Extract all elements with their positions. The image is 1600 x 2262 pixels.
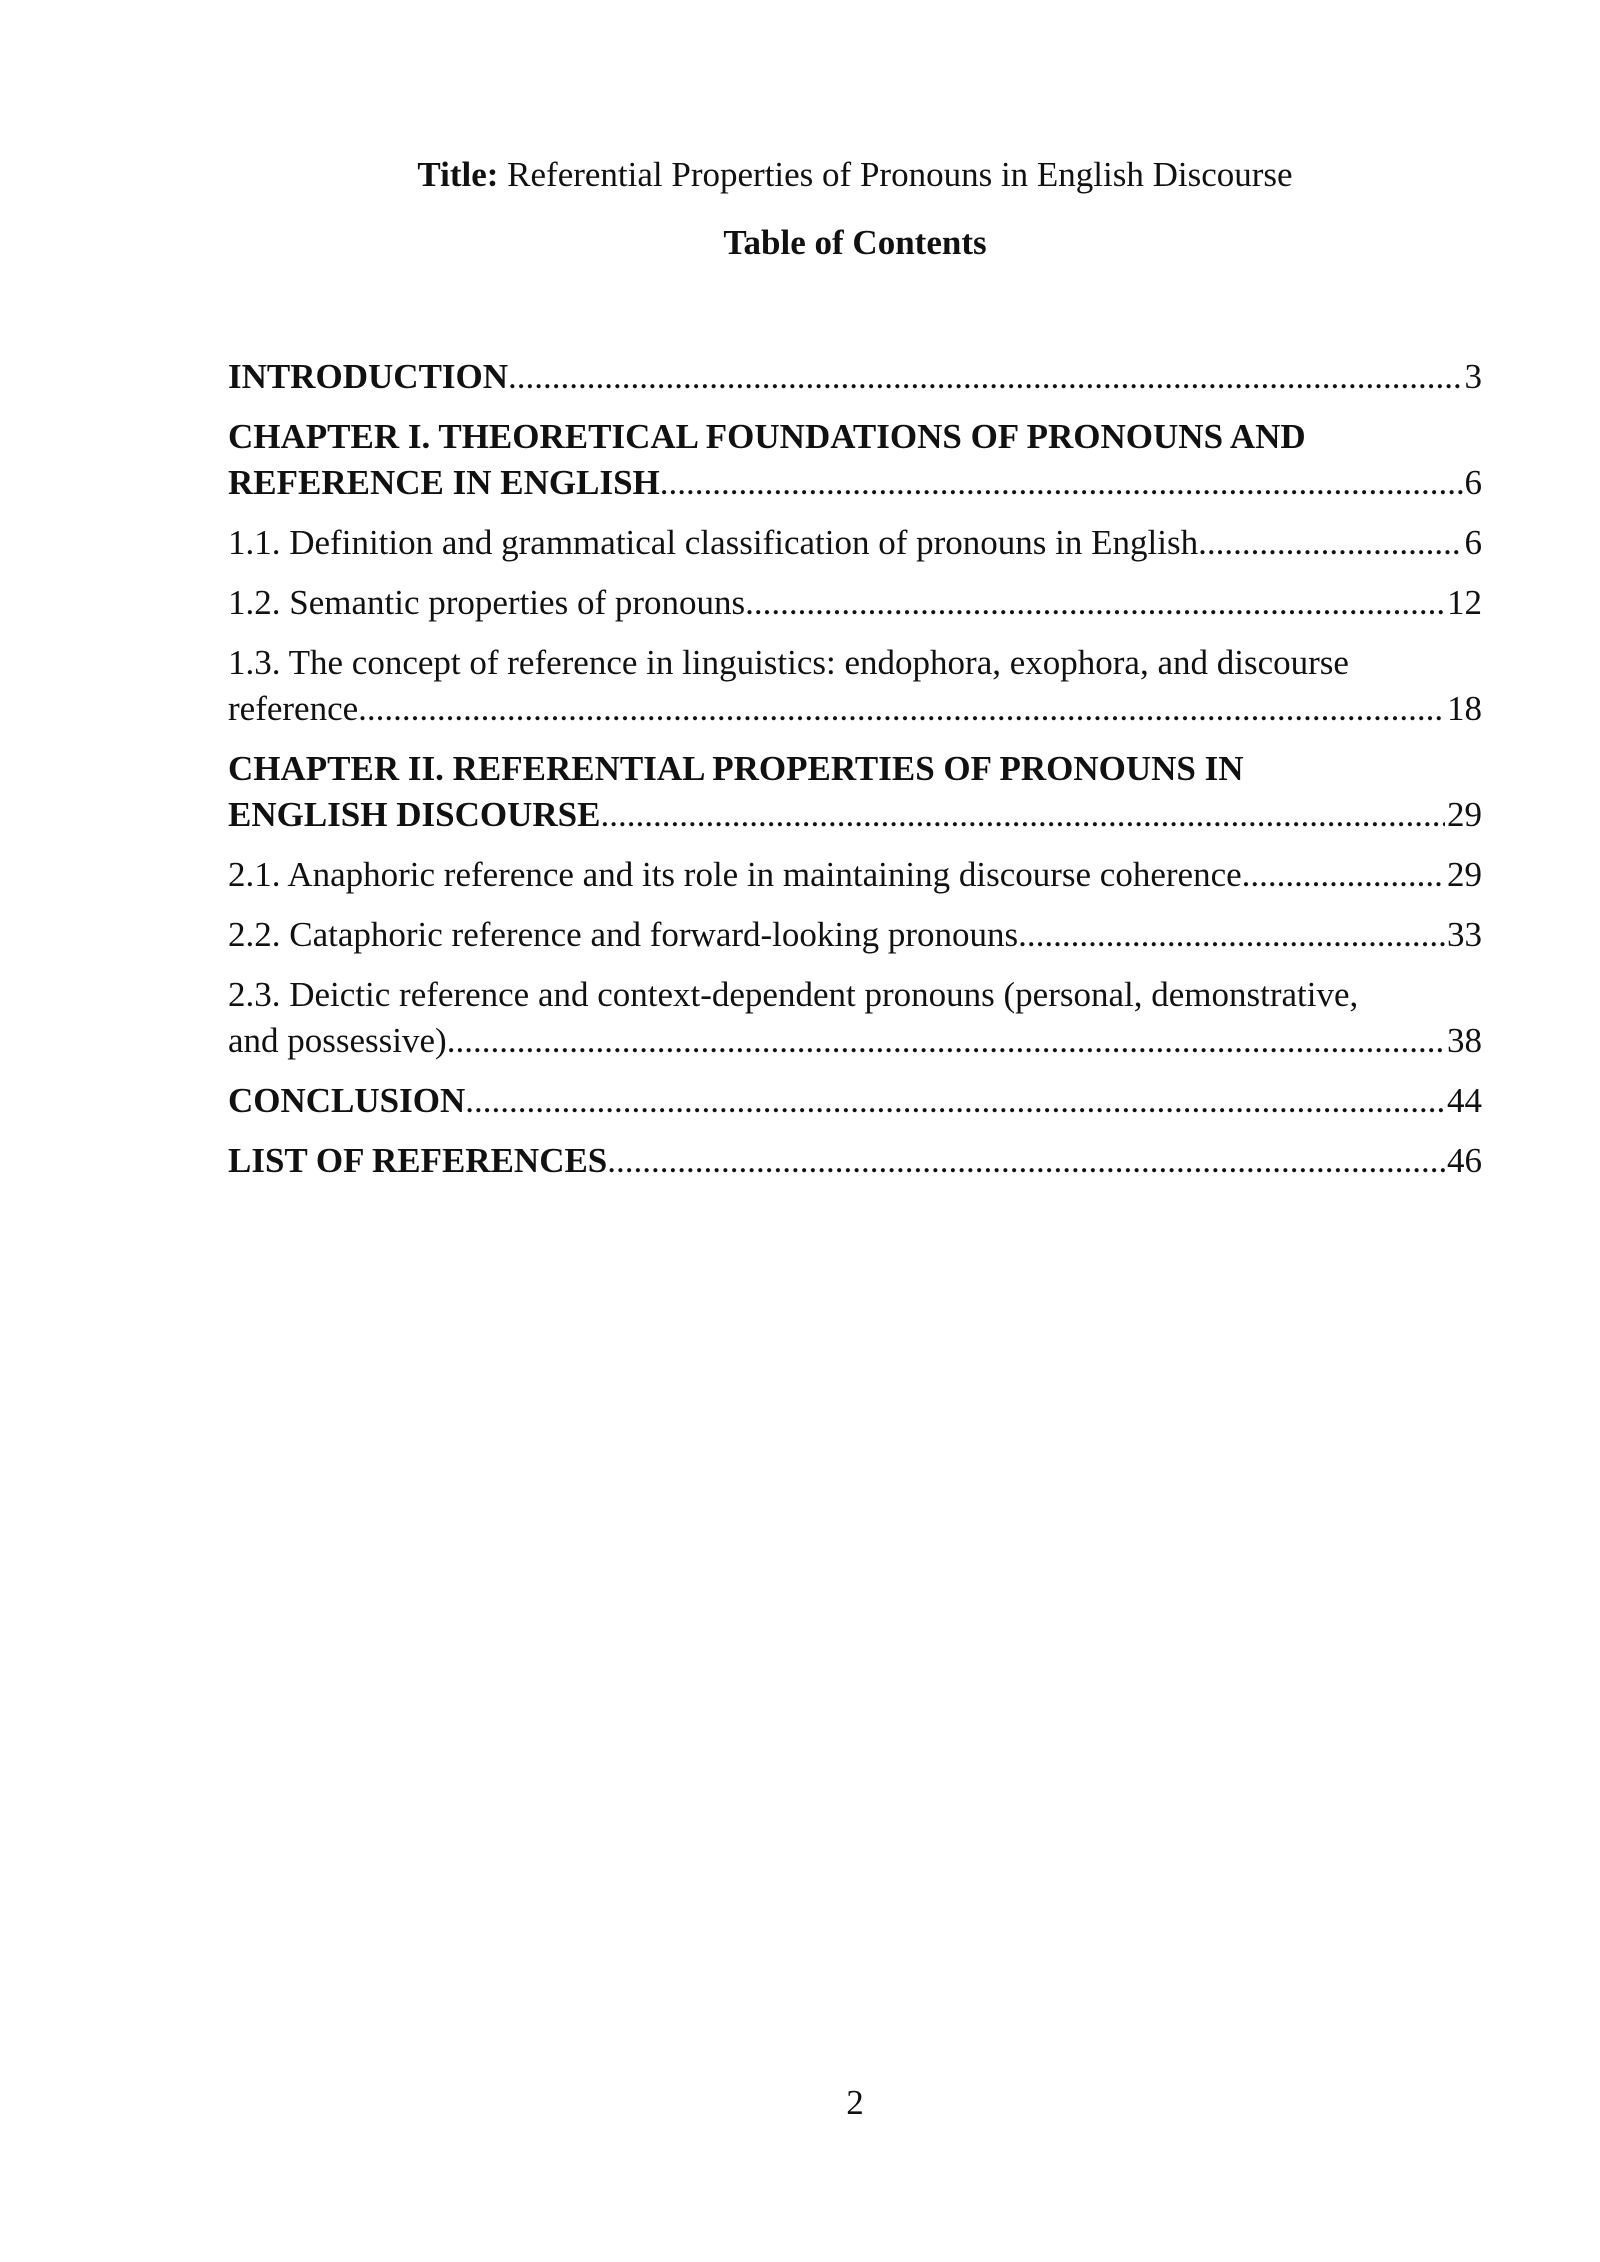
toc-entry[interactable] (228, 912, 1482, 958)
toc-entry-last-line (228, 1078, 1482, 1124)
toc-page-number: 46 (1447, 1141, 1482, 1180)
toc-entry-title: LIST OF REFERENCES (228, 1141, 608, 1180)
toc-entry-last-line (228, 792, 1482, 838)
toc-entry[interactable] (228, 972, 1482, 1064)
toc-entry-title: 2.3. Deictic reference and context-dependent pronouns (personal, demonstrative, (228, 975, 1359, 1014)
toc-entry-line (228, 640, 1482, 686)
toc-entry-last-line (228, 852, 1482, 898)
dot-leader (600, 792, 1445, 838)
toc-entry[interactable] (228, 580, 1482, 626)
toc-page-number: 29 (1447, 795, 1482, 834)
toc-entry[interactable] (228, 746, 1482, 838)
toc-page-number: 6 (1464, 523, 1482, 562)
toc-page-number: 38 (1447, 1021, 1482, 1060)
toc-entry-title: 1.3. The concept of reference in linguistics: endophora, exophora, and discourse (228, 643, 1349, 682)
dot-leader (1018, 912, 1445, 958)
toc-entry-title: reference (228, 689, 359, 728)
dot-leader (508, 354, 1462, 400)
toc-page-number: 6 (1464, 463, 1482, 502)
toc-entry[interactable] (228, 640, 1482, 732)
dot-leader (660, 460, 1463, 506)
toc-entry-last-line (228, 912, 1482, 958)
toc-page-number: 18 (1447, 689, 1482, 728)
toc-entry-last-line (228, 1138, 1482, 1184)
title-text: Referential Properties of Pronouns in English Discourse (498, 155, 1293, 194)
toc-entry[interactable] (228, 354, 1482, 400)
dot-leader (745, 580, 1445, 626)
toc-entry-line (228, 746, 1482, 792)
toc-page-number: 12 (1447, 583, 1482, 622)
toc-entry-title: CHAPTER I. THEORETICAL FOUNDATIONS OF PRONOUNS AND (228, 417, 1306, 456)
toc-entry-title: INTRODUCTION (228, 357, 509, 396)
toc-entry-last-line (228, 460, 1482, 506)
page-number: 2 (846, 2083, 864, 2122)
toc-entry-title: 2.2. Cataphoric reference and forward-looking pronouns (228, 915, 1019, 954)
toc-entry-last-line (228, 354, 1482, 400)
toc-page-number: 3 (1464, 357, 1482, 396)
toc-entry[interactable] (228, 1078, 1482, 1124)
dot-leader (358, 686, 1445, 732)
dot-leader (465, 1078, 1445, 1124)
toc-entry-last-line (228, 580, 1482, 626)
toc-entry-title: 1.1. Definition and grammatical classification of pronouns in English (228, 523, 1199, 562)
toc-entry-last-line (228, 520, 1482, 566)
toc-entry[interactable] (228, 520, 1482, 566)
toc-entry-last-line (228, 686, 1482, 732)
toc-page-number: 29 (1447, 855, 1482, 894)
toc-entry-title: CONCLUSION (228, 1081, 466, 1120)
dot-leader (607, 1138, 1445, 1184)
table-of-contents (228, 354, 1482, 1198)
toc-page-number: 44 (1447, 1081, 1482, 1120)
title-label: Title: (417, 155, 499, 194)
toc-entry[interactable] (228, 1138, 1482, 1184)
toc-page-number: 33 (1447, 915, 1482, 954)
toc-heading: Table of Contents (723, 223, 987, 262)
toc-entry-title: REFERENCE IN ENGLISH (228, 463, 660, 502)
toc-entry-title: CHAPTER II. REFERENTIAL PROPERTIES OF PRONOUNS IN (228, 749, 1244, 788)
dot-leader (1242, 852, 1445, 898)
toc-entry-last-line (228, 1018, 1482, 1064)
toc-entry[interactable] (228, 852, 1482, 898)
toc-entry-title: 1.2. Semantic properties of pronouns (228, 583, 746, 622)
toc-entry-line (228, 414, 1482, 460)
toc-entry-title: 2.1. Anaphoric reference and its role in maintaining discourse coherence (228, 855, 1242, 894)
toc-entry[interactable] (228, 414, 1482, 506)
document-title (0, 154, 1600, 196)
dot-leader (1198, 520, 1462, 566)
toc-entry-title: and possessive) (228, 1021, 447, 1060)
toc-entry-title: ENGLISH DISCOURSE (228, 795, 601, 834)
toc-entry-line (228, 972, 1482, 1018)
dot-leader (447, 1018, 1445, 1064)
